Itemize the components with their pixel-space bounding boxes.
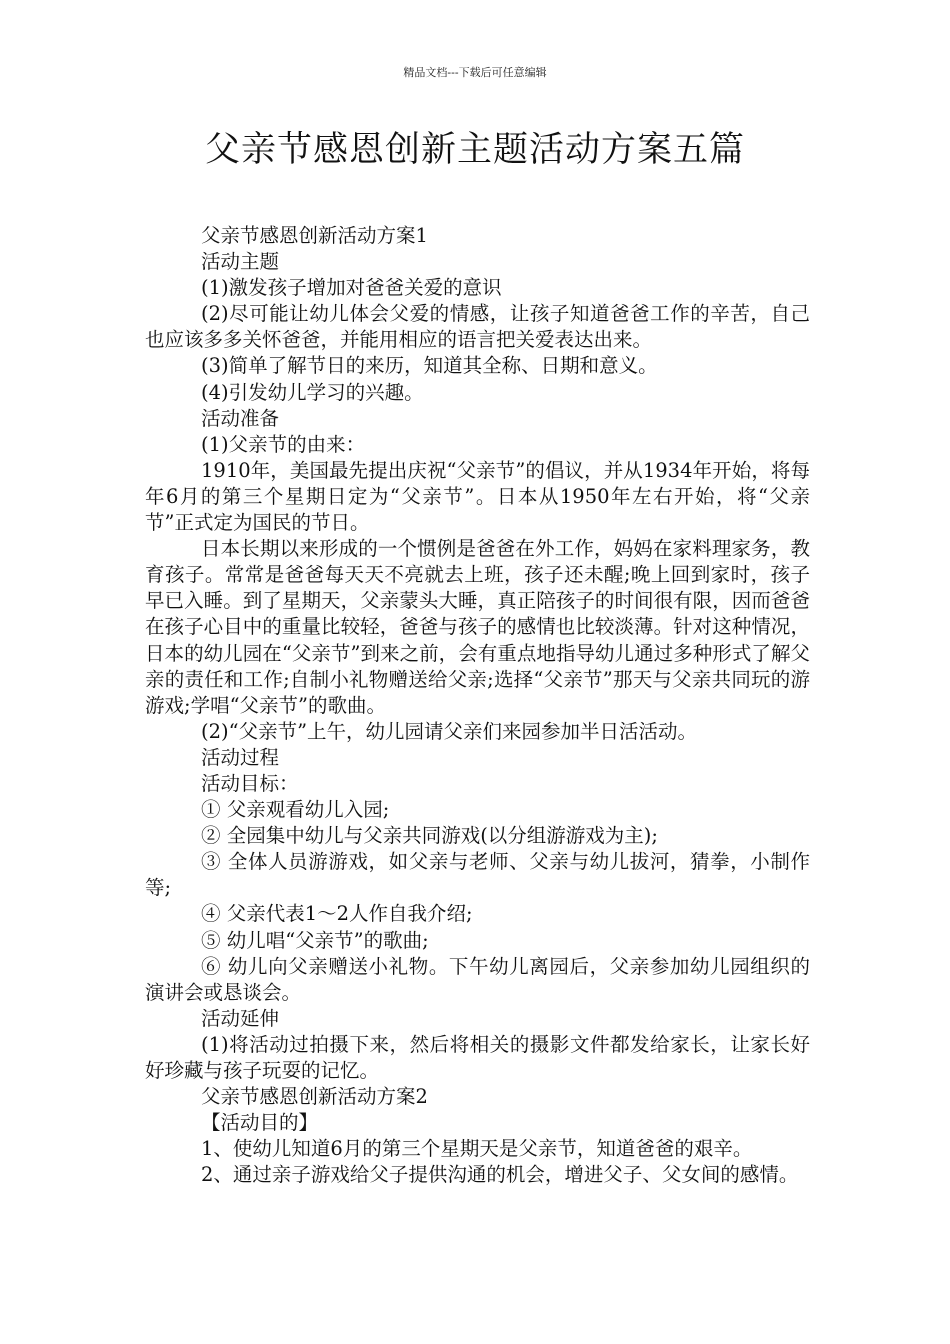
subheading: 活动延伸 — [201, 1006, 280, 1030]
list-item: (3)简单了解节日的来历，知道其全称、日期和意义。 — [201, 354, 658, 378]
list-item: (1)将活动过拍摄下来，然后将相关的摄影文件都发给家长，让家长好好珍藏与孩子玩耍的记忆。 — [145, 1032, 810, 1082]
list-item: ⑤ 幼儿唱“父亲节”的歌曲; — [201, 928, 429, 952]
list-item: ② 全园集中幼儿与父亲共同游戏(以分组游游戏为主); — [201, 824, 658, 848]
list-item: (2)“父亲节”上午，幼儿园请父亲们来园参加半日活活动。 — [201, 719, 698, 743]
list-item: 1、使幼儿知道6月的第三个星期天是父亲节，知道爸爸的艰辛。 — [201, 1137, 753, 1161]
document-body — [145, 223, 810, 1188]
list-item: (1)父亲节的由来： — [201, 432, 366, 456]
subheading: 【活动目的】 — [201, 1111, 319, 1135]
document-title: 父亲节感恩创新主题活动方案五篇 — [204, 130, 745, 170]
body-paragraph: 日本长期以来形成的一个惯例是爸爸在外工作，妈妈在家料理家务，教育孩子。常常是爸爸每天天不亮就去上班，孩子还未醒;晚上回到家时，孩子早已入睡。到了星期天，父亲蒙头大睡，真正陪孩子的时间很有限，因而爸爸在孩子心目中的重量比较轻，爸爸与孩子的感情也比较淡薄。针对这种情况，日本的幼儿园在“父亲节”到来之前，会有重点地指导幼儿通过多种形式了解父亲的责任和工作;自制小礼物赠送给父亲;选择“父亲节”那天与父亲共同玩的游游戏;学唱“父亲节”的歌曲。 — [145, 537, 810, 717]
header-note: 精品文档---下载后可任意编辑 — [403, 66, 547, 79]
list-item: ③ 全体人员游游戏，如父亲与老师、父亲与幼儿拔河，猜拳，小制作等; — [145, 850, 810, 900]
subheading: 活动主题 — [201, 250, 280, 274]
subheading: 活动过程 — [201, 745, 280, 769]
section-heading: 父亲节感恩创新活动方案1 — [201, 224, 428, 247]
list-item: ④ 父亲代表1～2人作自我介绍; — [201, 902, 473, 926]
subheading: 活动目标： — [201, 771, 299, 795]
list-item: 2、通过亲子游戏给父子提供沟通的机会，增进父子、父女间的感情。 — [201, 1163, 799, 1187]
subheading: 活动准备 — [201, 406, 280, 430]
section-heading: 父亲节感恩创新活动方案2 — [201, 1085, 428, 1109]
list-item: (2)尽可能让幼儿体会父爱的情感，让孩子知道爸爸工作的辛苦，自己也应该多多关怀爸爸，并能用相应的语言把关爱表达出来。 — [145, 302, 810, 352]
list-item: (4)引发幼儿学习的兴趣。 — [201, 380, 424, 404]
list-item: (1)激发孩子增加对爸爸关爱的意识 — [201, 276, 502, 300]
list-item: ① 父亲观看幼儿入园; — [201, 798, 390, 822]
body-paragraph: 1910年，美国最先提出庆祝“父亲节”的倡议，并从1934年开始，将每年6月的第三个星期日定为“父亲节”。日本从1950年左右开始，将“父亲节”正式定为国民的节日。 — [145, 458, 810, 535]
list-item: ⑥ 幼儿向父亲赠送小礼物。下午幼儿离园后，父亲参加幼儿园组织的演讲会或恳谈会。 — [145, 954, 810, 1004]
